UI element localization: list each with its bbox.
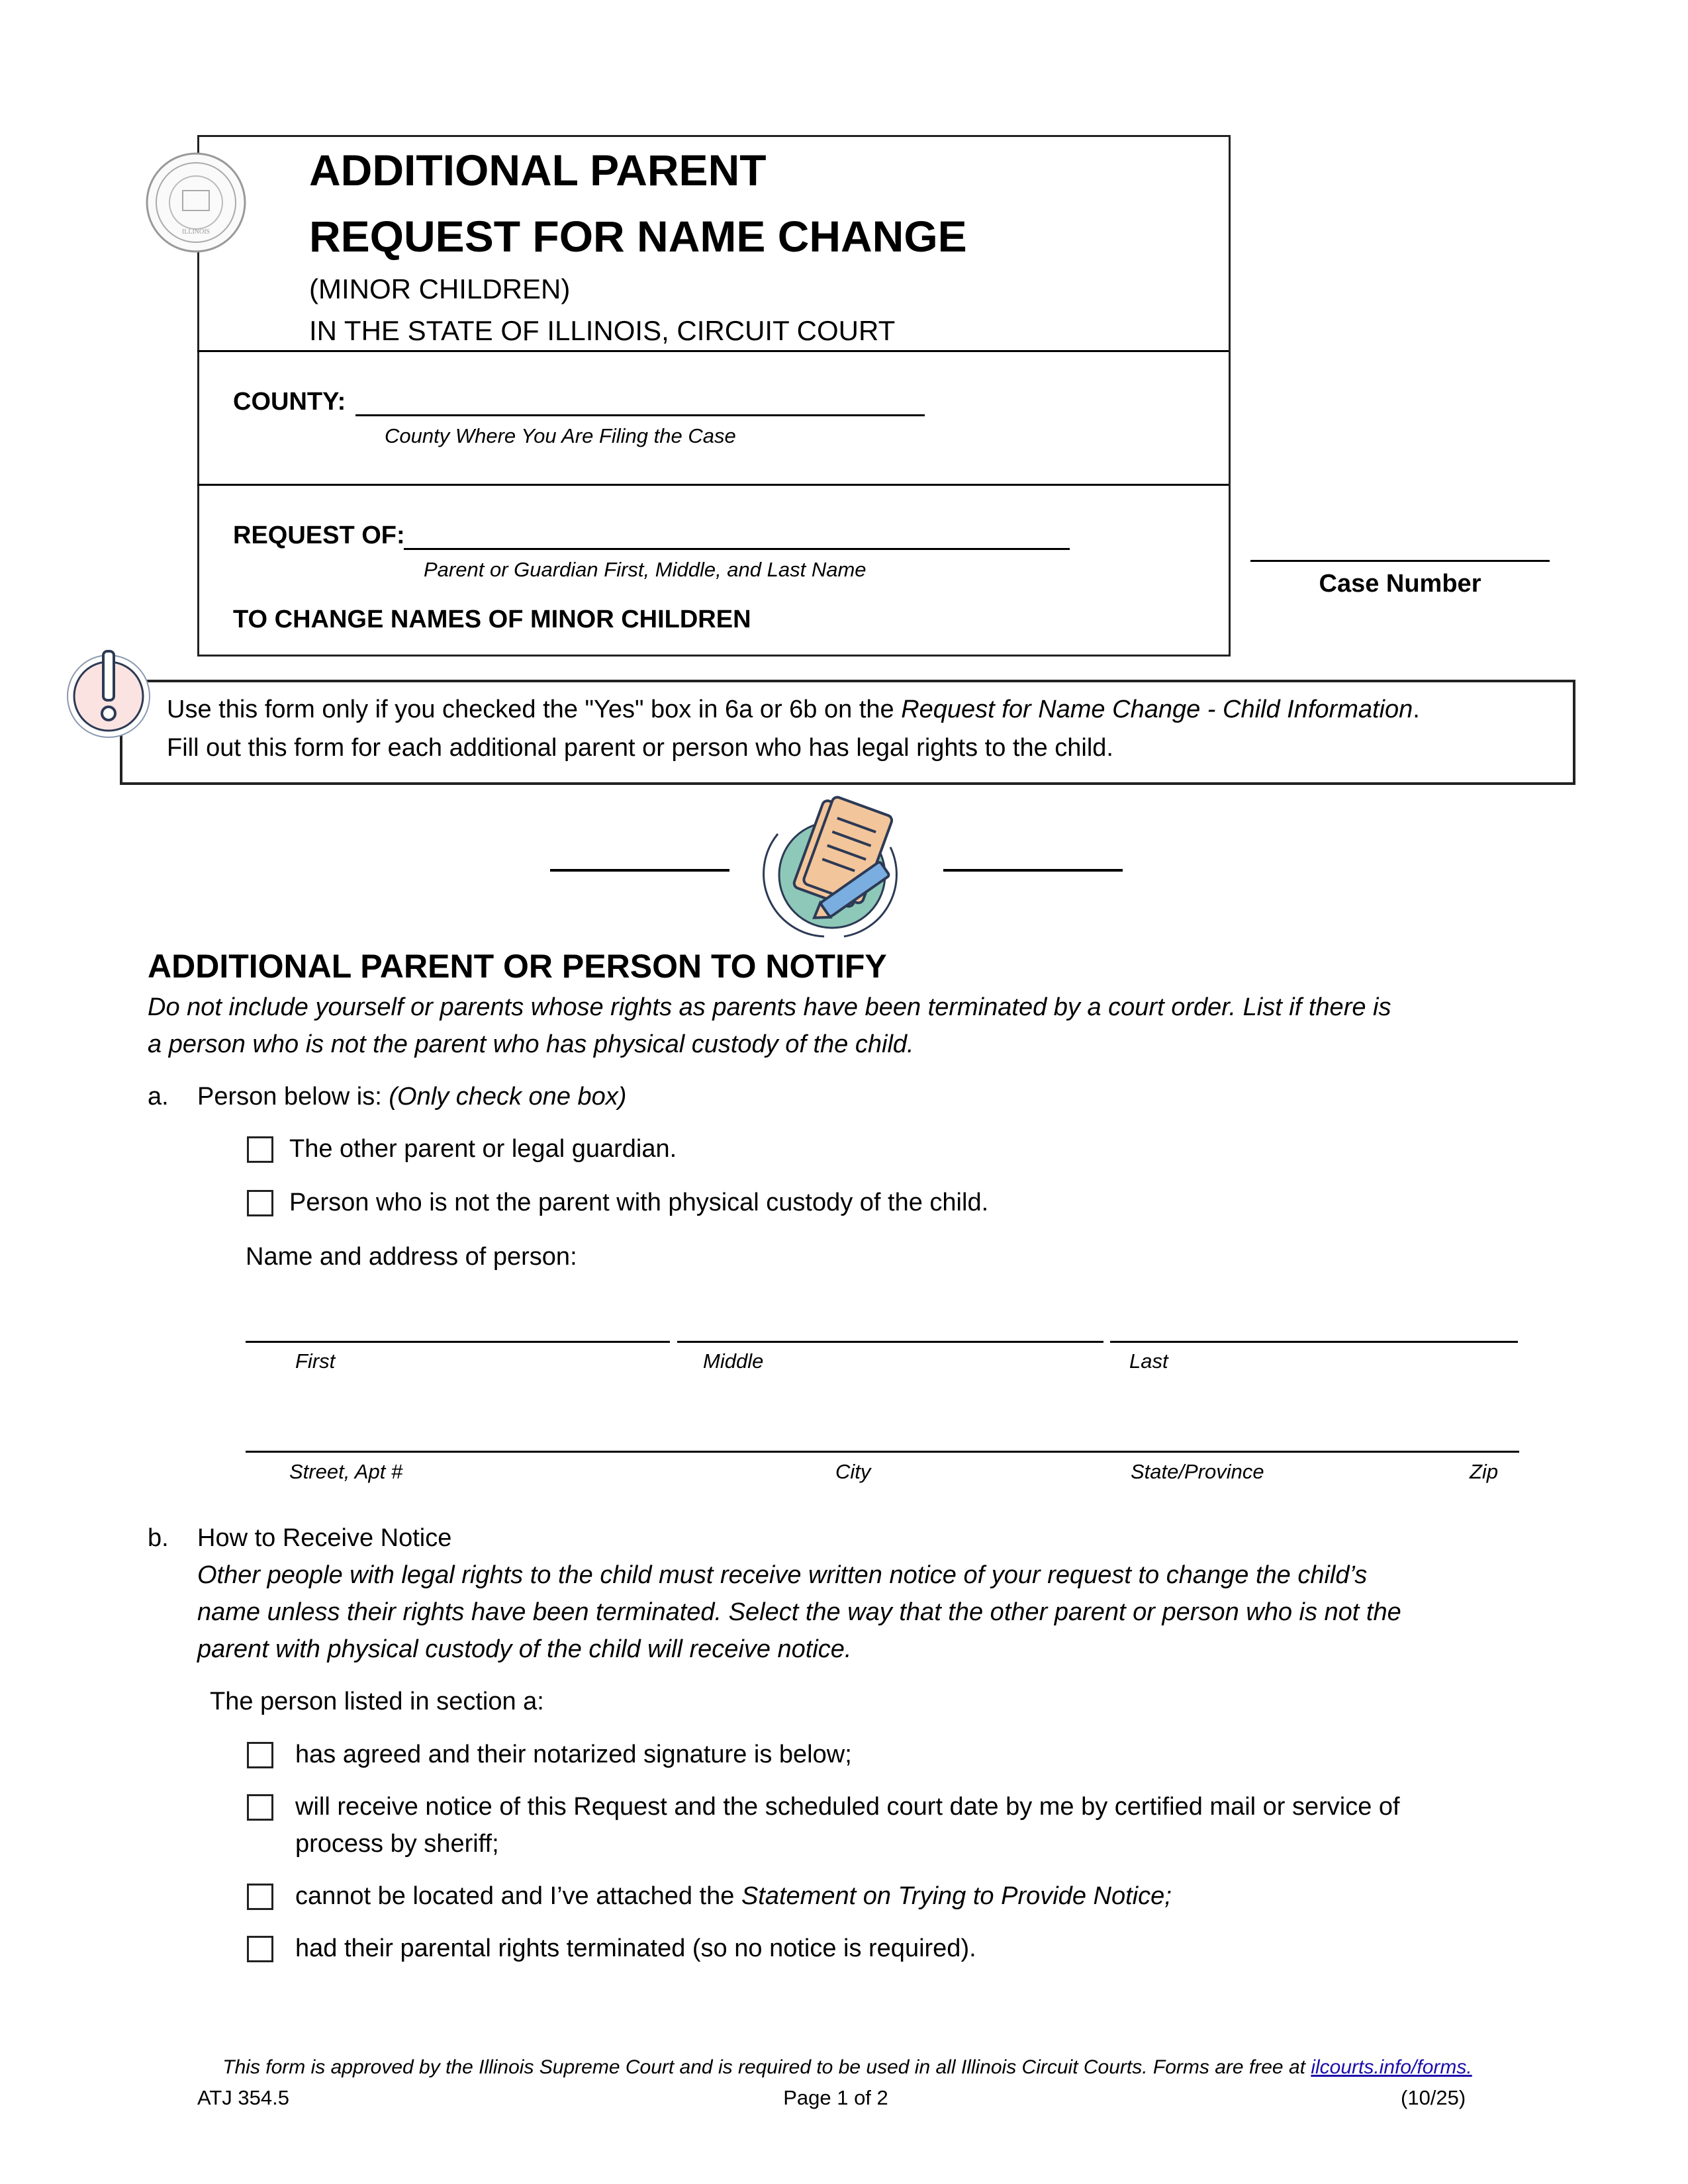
request-of-hint: Parent or Guardian First, Middle, and Last Name — [424, 558, 867, 581]
last-name-field[interactable] — [1110, 1304, 1518, 1343]
checkbox-other-parent[interactable] — [247, 1136, 273, 1163]
first-name-field[interactable] — [246, 1304, 670, 1343]
section-divider-left — [550, 869, 729, 872]
checkbox-agreed-notarized[interactable] — [247, 1742, 273, 1768]
street-hint: Street, Apt # — [289, 1460, 403, 1483]
checkbox-rights-terminated[interactable] — [247, 1936, 273, 1962]
caption-divider — [197, 484, 1229, 486]
last-name-hint: Last — [1129, 1349, 1168, 1373]
section-intro-line1: Do not include yourself or parents whose rights as parents have been terminated by a court order. List if there is — [148, 993, 1391, 1021]
to-change-names-label: TO CHANGE NAMES OF MINOR CHILDREN — [233, 606, 751, 633]
form-title-line2: REQUEST FOR NAME CHANGE — [309, 212, 967, 261]
caption-divider — [197, 350, 1229, 352]
page-number: Page 1 of 2 — [783, 2086, 888, 2109]
part-a-marker: a. — [148, 1083, 169, 1111]
request-of-label: REQUEST OF: — [233, 522, 405, 549]
footer-approval-text: This form is approved by the Illinois Supreme Court and is required to be used in all Illinois Circuit Courts. Forms are free at — [222, 2056, 1311, 2078]
notice-line1 — [167, 695, 1420, 725]
option-agreed-label: has agreed and their notarized signature is below; — [295, 1741, 852, 1768]
request-of-field[interactable] — [404, 519, 1070, 550]
part-a-label — [197, 1082, 626, 1113]
court-name: IN THE STATE OF ILLINOIS, CIRCUIT COURT — [309, 315, 896, 346]
address-field[interactable] — [246, 1414, 1519, 1453]
forms-link[interactable]: ilcourts.info/forms. — [1311, 2056, 1472, 2078]
statement-form-reference: Statement on Trying to Provide Notice; — [741, 1882, 1172, 1910]
section-heading: ADDITIONAL PARENT OR PERSON TO NOTIFY — [148, 948, 887, 985]
checkbox-non-parent-custody[interactable] — [247, 1190, 273, 1216]
option-non-parent-custody-label: Person who is not the parent with physical custody of the child. — [289, 1189, 989, 1216]
footer-approval — [156, 2056, 1539, 2079]
notice-form-reference: Request for Name Change - Child Information — [901, 696, 1413, 723]
zip-hint: Zip — [1470, 1460, 1499, 1483]
form-version: (10/25) — [1401, 2086, 1466, 2109]
case-number-label: Case Number — [1319, 570, 1481, 598]
option-other-parent-label: The other parent or legal guardian. — [289, 1135, 677, 1163]
checkbox-certified-mail[interactable] — [247, 1794, 273, 1821]
notice-line2: Fill out this form for each additional parent or person who has legal rights to the child. — [167, 734, 1113, 762]
option-cannot-be-located-label — [295, 1882, 1172, 1912]
part-b-intro-line2: name unless their rights have been terminated. Select the way that the other parent or person who is not the — [197, 1598, 1401, 1626]
option-certified-mail-line1: will receive notice of this Request and the scheduled court date by me by certified mail or service of — [295, 1793, 1400, 1821]
part-a-label-text: Person below is: — [197, 1083, 389, 1111]
part-b-marker: b. — [148, 1524, 169, 1552]
county-hint: County Where You Are Filing the Case — [385, 424, 736, 447]
case-number-field[interactable] — [1250, 531, 1550, 562]
state-hint: State/Province — [1131, 1460, 1264, 1483]
section-divider-right — [943, 869, 1123, 872]
county-field[interactable] — [355, 385, 925, 416]
middle-name-field[interactable] — [677, 1304, 1103, 1343]
checkbox-cannot-be-located[interactable] — [247, 1884, 273, 1910]
county-label: COUNTY: — [233, 388, 346, 416]
option-cannot-be-located-text: cannot be located and I’ve attached the — [295, 1882, 741, 1910]
form-title-line1: ADDITIONAL PARENT — [309, 146, 767, 195]
court-seal-logo — [144, 151, 248, 254]
form-id: ATJ 354.5 — [197, 2086, 290, 2109]
name-address-label: Name and address of person: — [246, 1243, 577, 1271]
notice-line1-end: . — [1413, 696, 1420, 723]
part-b-label: How to Receive Notice — [197, 1524, 452, 1552]
option-certified-mail-line2: process by sheriff; — [295, 1830, 499, 1858]
svg-text:ILLINOIS: ILLINOIS — [181, 228, 211, 236]
part-b-lead: The person listed in section a: — [210, 1688, 544, 1715]
part-b-intro-line1: Other people with legal rights to the child must receive written notice of your request to change the child’s — [197, 1561, 1368, 1589]
alert-exclamation-icon — [64, 650, 154, 740]
part-b-intro-line3: parent with physical custody of the child will receive notice. — [197, 1635, 852, 1663]
city-hint: City — [835, 1460, 871, 1483]
middle-name-hint: Middle — [703, 1349, 764, 1373]
section-intro-line2: a person who is not the parent who has physical custody of the child. — [148, 1030, 914, 1058]
document-pen-icon — [758, 794, 910, 946]
part-a-instruction: (Only check one box) — [389, 1083, 627, 1111]
form-subtitle: (MINOR CHILDREN) — [309, 273, 571, 304]
first-name-hint: First — [295, 1349, 336, 1373]
option-rights-terminated-label: had their parental rights terminated (so no notice is required). — [295, 1934, 976, 1962]
notice-line1-text: Use this form only if you checked the "Yes" box in 6a or 6b on the — [167, 696, 902, 723]
